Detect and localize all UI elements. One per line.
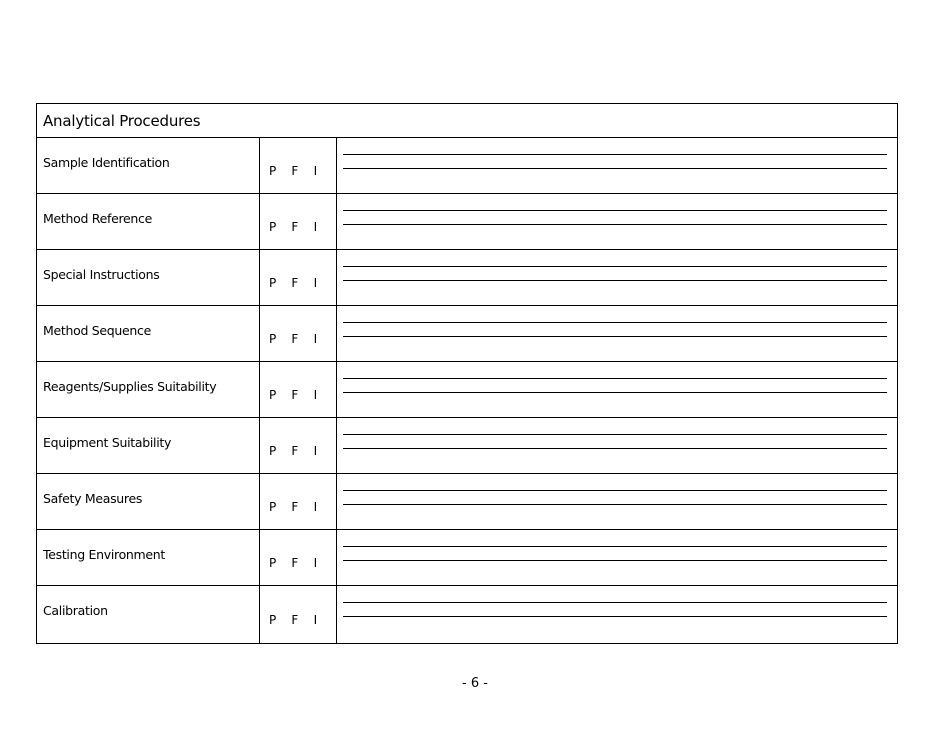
option-p[interactable]: P [269, 331, 277, 346]
row-label: Safety Measures [37, 474, 260, 529]
option-p[interactable]: P [269, 387, 277, 402]
comment-line[interactable] [343, 224, 887, 225]
comment-lines [337, 474, 897, 529]
option-i[interactable]: I [313, 219, 318, 234]
pfi-options [260, 474, 337, 529]
pfi-options [260, 194, 337, 249]
pfi-options [260, 530, 337, 585]
option-f[interactable]: F [291, 331, 299, 346]
checklist-row [37, 306, 897, 362]
option-i[interactable]: I [313, 443, 318, 458]
checklist-row [37, 362, 897, 418]
pfi-options [260, 418, 337, 473]
comment-lines [337, 530, 897, 585]
option-f[interactable]: F [291, 219, 299, 234]
comment-line[interactable] [343, 504, 887, 505]
option-i[interactable]: I [313, 612, 318, 627]
comment-line[interactable] [343, 546, 887, 547]
checklist-row [37, 474, 897, 530]
checklist-rows [37, 138, 897, 643]
option-p[interactable]: P [269, 443, 277, 458]
comment-line[interactable] [343, 154, 887, 155]
page-number: - 6 - [462, 676, 488, 691]
section-title: Analytical Procedures [37, 104, 897, 138]
checklist-row [37, 418, 897, 474]
checklist-row [37, 138, 897, 194]
comment-line[interactable] [343, 392, 887, 393]
option-f[interactable]: F [291, 612, 299, 627]
pfi-options [260, 138, 337, 193]
option-i[interactable]: I [313, 275, 318, 290]
comment-line[interactable] [343, 490, 887, 491]
row-label: Special Instructions [37, 250, 260, 305]
option-p[interactable]: P [269, 555, 277, 570]
row-label: Method Sequence [37, 306, 260, 361]
pfi-options [260, 586, 337, 643]
comment-line[interactable] [343, 280, 887, 281]
option-f[interactable]: F [291, 443, 299, 458]
checklist-row [37, 530, 897, 586]
comment-lines [337, 418, 897, 473]
comment-line[interactable] [343, 322, 887, 323]
checklist-row [37, 250, 897, 306]
option-p[interactable]: P [269, 612, 277, 627]
row-label: Testing Environment [37, 530, 260, 585]
comment-line[interactable] [343, 168, 887, 169]
pfi-options [260, 250, 337, 305]
comment-line[interactable] [343, 616, 887, 617]
row-label: Equipment Suitability [37, 418, 260, 473]
pfi-options [260, 362, 337, 417]
comment-lines [337, 586, 897, 643]
option-i[interactable]: I [313, 387, 318, 402]
row-label: Reagents/Supplies Suitability [37, 362, 260, 417]
option-i[interactable]: I [313, 555, 318, 570]
option-f[interactable]: F [291, 275, 299, 290]
analytical-procedures-table [36, 103, 898, 644]
option-i[interactable]: I [313, 331, 318, 346]
option-p[interactable]: P [269, 219, 277, 234]
comment-line[interactable] [343, 560, 887, 561]
checklist-row [37, 194, 897, 250]
comment-line[interactable] [343, 434, 887, 435]
pfi-options [260, 306, 337, 361]
comment-line[interactable] [343, 210, 887, 211]
comment-lines [337, 194, 897, 249]
option-p[interactable]: P [269, 275, 277, 290]
comment-line[interactable] [343, 266, 887, 267]
comment-line[interactable] [343, 336, 887, 337]
comment-lines [337, 306, 897, 361]
row-label: Calibration [37, 586, 260, 643]
comment-lines [337, 250, 897, 305]
comment-line[interactable] [343, 448, 887, 449]
option-p[interactable]: P [269, 163, 277, 178]
option-f[interactable]: F [291, 163, 299, 178]
option-i[interactable]: I [313, 499, 318, 514]
option-i[interactable]: I [313, 163, 318, 178]
row-label: Method Reference [37, 194, 260, 249]
checklist-row [37, 586, 897, 643]
comment-line[interactable] [343, 378, 887, 379]
option-p[interactable]: P [269, 499, 277, 514]
row-label: Sample Identification [37, 138, 260, 193]
comment-lines [337, 362, 897, 417]
option-f[interactable]: F [291, 555, 299, 570]
comment-lines [337, 138, 897, 193]
option-f[interactable]: F [291, 387, 299, 402]
option-f[interactable]: F [291, 499, 299, 514]
comment-line[interactable] [343, 602, 887, 603]
